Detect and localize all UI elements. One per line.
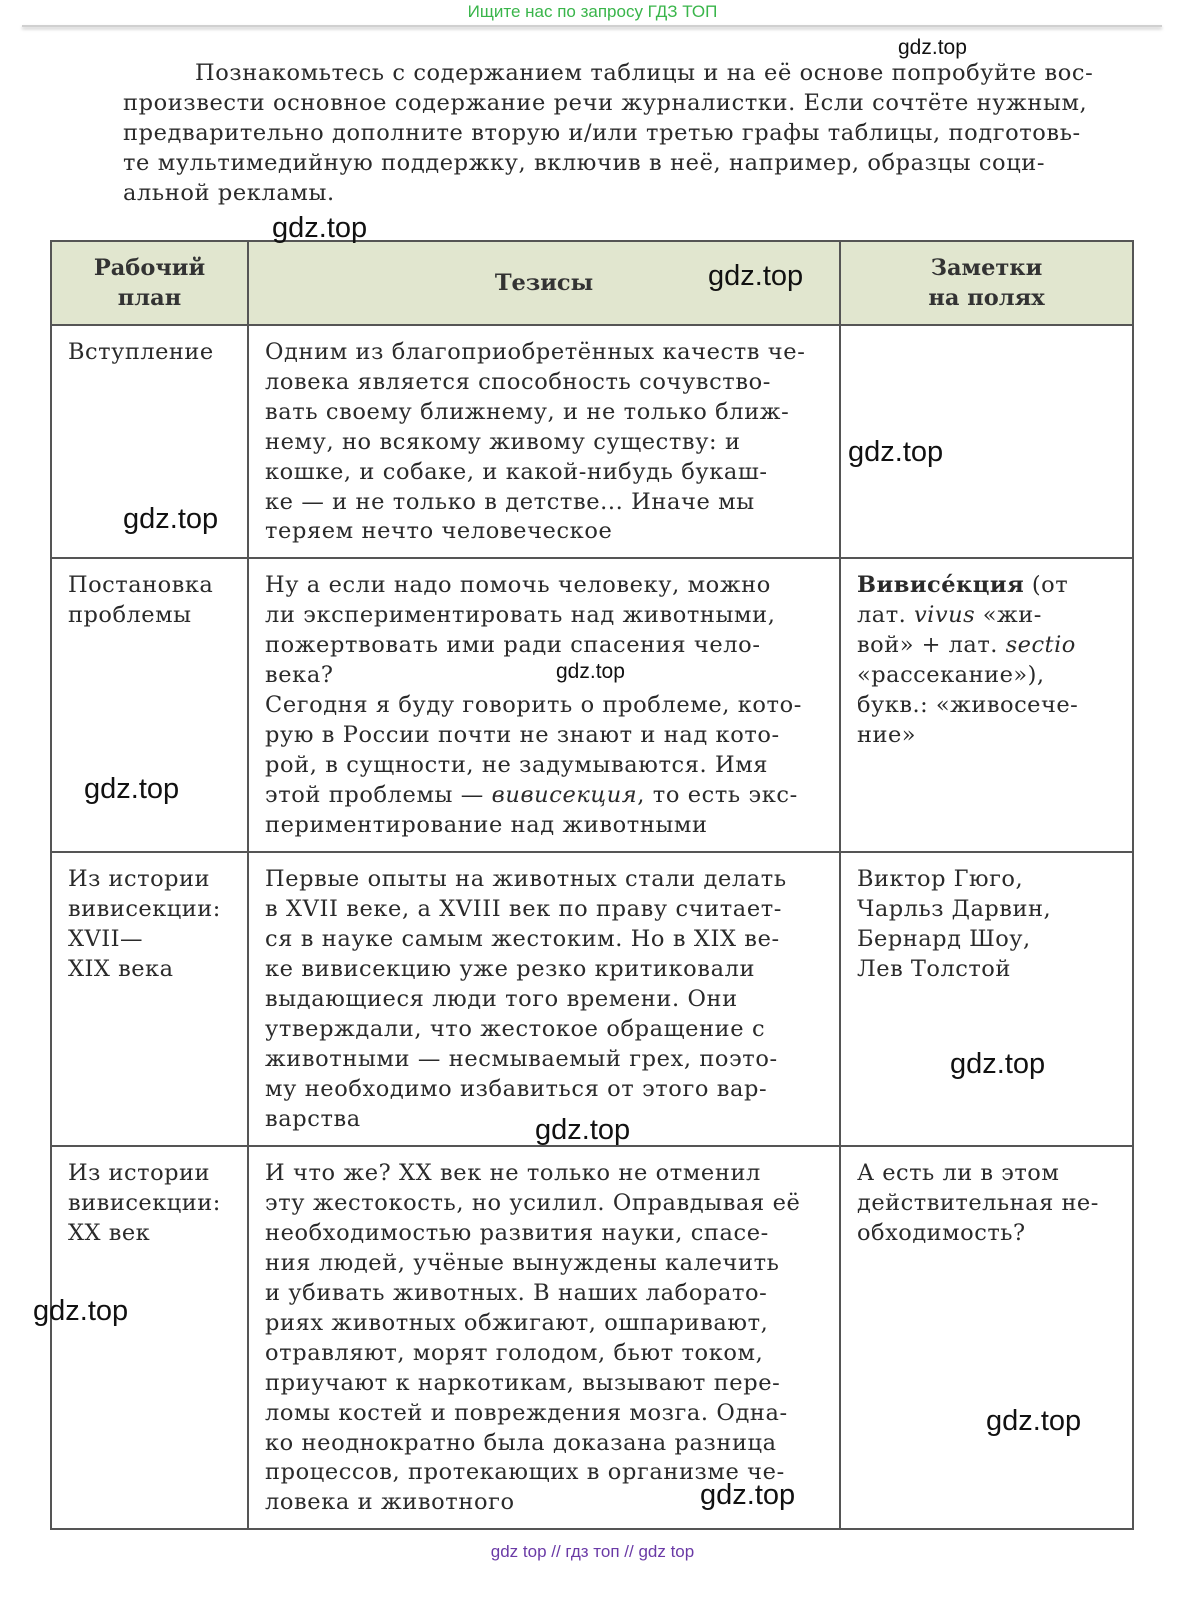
notes-cell	[840, 1146, 1133, 1529]
thesis-line: Ну а если надо помочь человеку, можно	[265, 572, 771, 599]
notes-line: букв.: «живосече-	[857, 691, 1079, 718]
notes-line: Лев Толстой	[857, 956, 1011, 983]
thesis-line: рой, в сущности, не задумываются. Имя	[265, 751, 769, 778]
thesis-line: кошке, и собаке, и какой-нибудь букаш-	[265, 458, 768, 485]
thesis-cell	[248, 558, 840, 852]
plan-line: вивисекции:	[68, 1190, 221, 1217]
footer-links: gdz top // гдз топ // gdz top	[490, 1542, 695, 1561]
thesis-line: утверждали, что жестокое обращение с	[265, 1015, 766, 1042]
notes-latin-word: vivus	[913, 602, 976, 629]
watermark: gdz.top	[700, 1479, 796, 1511]
notes-text: (от	[1024, 572, 1069, 599]
thesis-line: ловека и животного	[265, 1489, 515, 1516]
thesis-text: , то есть экс-	[637, 781, 798, 808]
plan-line: Постановка	[68, 572, 214, 599]
notes-line: обходимость?	[857, 1220, 1026, 1247]
thesis-line: животными — несмываемый грех, поэто-	[265, 1045, 778, 1072]
table-row	[51, 852, 1133, 1146]
notes-line	[857, 631, 1118, 661]
thesis-line: выдающиеся люди того времени. Они	[265, 985, 738, 1012]
thesis-line: Сегодня я буду говорить о проблеме, кото-	[265, 691, 802, 718]
plan-line: вивисекции:	[68, 896, 221, 923]
watermark: gdz.top	[84, 773, 180, 805]
thesis-line: необходимостью развития науки, спасе-	[265, 1220, 769, 1247]
thesis-line: ловека является способность сочувство-	[265, 368, 771, 395]
thesis-line: отравляют, морят голодом, бьют током,	[265, 1339, 764, 1366]
watermark: gdz.top	[898, 36, 967, 59]
plan-line: XVII—	[68, 926, 144, 953]
top-banner: Ищите нас по запросу ГДЗ ТОП	[467, 2, 718, 21]
header-plan	[51, 241, 248, 325]
watermark: gdz.top	[848, 436, 944, 468]
plan-line: Вступление	[68, 339, 214, 365]
thesis-line: И что же? XX век не только не отменил	[265, 1160, 761, 1187]
notes-line: Бернард Шоу,	[857, 926, 1031, 953]
thesis-line: Первые опыты на животных стали делать	[265, 866, 787, 893]
watermark: gdz.top	[123, 503, 219, 535]
thesis-line: века?	[265, 662, 334, 689]
thesis-line: ко неоднократно была доказана разница	[265, 1429, 777, 1456]
plan-cell	[51, 1146, 248, 1529]
intro-line: альной рекламы.	[123, 180, 335, 206]
header-notes-line: на полях	[928, 285, 1045, 311]
thesis-line: теряем нечто человеческое	[265, 518, 613, 545]
watermark: gdz.top	[708, 260, 804, 292]
watermark: gdz.top	[535, 1114, 631, 1146]
plan-line: Из истории	[68, 1160, 211, 1187]
thesis-line: риях животных обжигают, ошпаривают,	[265, 1309, 769, 1336]
thesis-line: ке — и не только в детстве... Иначе мы	[265, 488, 755, 515]
thesis-line: ния людей, учёные вынуждены калечить	[265, 1250, 780, 1277]
thesis-line: му необходимо избавиться от этого вар-	[265, 1075, 768, 1102]
plan-line: XX век	[68, 1220, 151, 1247]
thesis-line: эту жестокость, но усилил. Оправдывая её	[265, 1190, 801, 1217]
speech-plan-table	[50, 240, 1134, 1530]
notes-line	[857, 571, 1118, 601]
notes-line	[857, 601, 1118, 631]
notes-line: Виктор Гюго,	[857, 866, 1024, 893]
thesis-line: варства	[265, 1105, 361, 1132]
notes-text: вой» + лат.	[857, 632, 1006, 659]
thesis-line: процессов, протекающих в организме че-	[265, 1459, 785, 1486]
notes-cell	[840, 558, 1133, 852]
notes-line: А есть ли в этом	[857, 1160, 1060, 1187]
thesis-cell	[248, 1146, 840, 1529]
plan-line: проблемы	[68, 602, 192, 629]
thesis-line	[265, 781, 825, 811]
notes-line: Чарльз Дарвин,	[857, 896, 1052, 923]
intro-line: предварительно дополните вторую и/или третью графы таблицы, подготовь-	[123, 120, 1081, 146]
plan-cell	[51, 852, 248, 1146]
thesis-line: Одним из благоприобретённых качеств че-	[265, 339, 806, 365]
thesis-text: этой проблемы —	[265, 781, 492, 808]
plan-line: XIX века	[68, 956, 174, 983]
thesis-line: и убивать животных. В наших лаборато-	[265, 1279, 768, 1306]
thesis-term-vivisection: вивисекция	[491, 781, 638, 808]
header-notes	[840, 241, 1133, 325]
plan-cell	[51, 558, 248, 852]
top-divider	[22, 25, 1162, 27]
notes-line: «рассекание»),	[857, 662, 1045, 689]
notes-line: ние»	[857, 721, 917, 748]
thesis-line: нему, но всякому живому существу: и	[265, 428, 741, 455]
notes-term: Вивисе́кция	[857, 572, 1025, 599]
thesis-line: приучают к наркотикам, вызывают пере-	[265, 1369, 781, 1396]
thesis-line: ке вивисекцию уже резко критиковали	[265, 956, 756, 983]
intro-paragraph	[123, 58, 1130, 208]
header-thesis-label: Тезисы	[494, 270, 594, 296]
thesis-line: пожертвовать ими ради спасения чело-	[265, 632, 761, 659]
notes-cell	[840, 852, 1133, 1146]
plan-line: Из истории	[68, 866, 211, 893]
watermark: gdz.top	[986, 1405, 1082, 1437]
intro-line: произвести основное содержание речи журналистки. Если сочтёте нужным,	[123, 90, 1088, 116]
notes-text: лат.	[857, 602, 914, 629]
thesis-line: ся в науке самым жестоким. Но в XIX ве-	[265, 926, 780, 953]
watermark: gdz.top	[950, 1048, 1046, 1080]
intro-line: Познакомьтесь с содержанием таблицы и на её основе попробуйте вос-	[195, 60, 1094, 86]
thesis-line: ли экспериментировать над животными,	[265, 602, 776, 629]
table-row	[51, 1146, 1133, 1529]
table-row	[51, 558, 1133, 852]
thesis-line: вать своему ближнему, и не только ближ-	[265, 398, 790, 425]
intro-line: те мультимедийную поддержку, включив в неё, например, образцы соци-	[123, 150, 1046, 176]
thesis-cell	[248, 852, 840, 1146]
table-header-row	[51, 241, 1133, 325]
notes-text: «жи-	[975, 602, 1042, 629]
header-plan-line: план	[117, 285, 182, 311]
watermark: gdz.top	[33, 1295, 129, 1327]
thesis-line: периментирование над животными	[265, 811, 708, 838]
thesis-line: рую в России почти не знают и над кото-	[265, 721, 780, 748]
thesis-line: ломы костей и повреждения мозга. Одна-	[265, 1399, 788, 1426]
header-notes-line: Заметки	[930, 255, 1043, 281]
thesis-line: в XVII веке, а XVIII век по праву считает-	[265, 896, 782, 923]
thesis-cell	[248, 325, 840, 558]
header-plan-line: Рабочий	[93, 255, 206, 281]
notes-line: действительная не-	[857, 1190, 1099, 1217]
watermark: gdz.top	[556, 660, 625, 683]
notes-latin-word: sectio	[1005, 632, 1076, 659]
watermark: gdz.top	[272, 212, 368, 244]
